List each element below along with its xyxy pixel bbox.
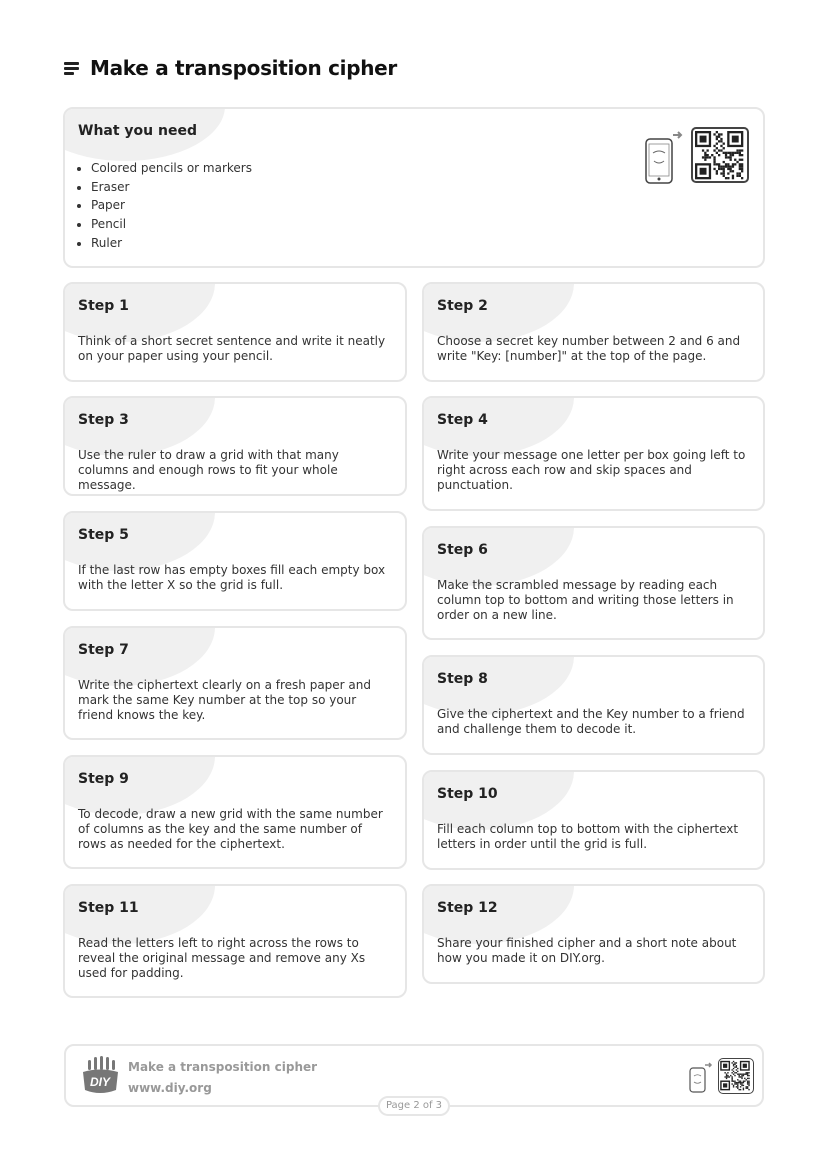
step-label: Step 2 [437, 298, 488, 314]
step-label: Step 12 [437, 900, 498, 916]
step-card [63, 755, 407, 869]
step-text: Share your finished cipher and a short note about how you made it on DIY.org. [437, 936, 737, 965]
list-item: • Colored pencils or markers [91, 159, 763, 178]
list-item: • Eraser [91, 178, 763, 197]
step-text: Write your message one letter per box going left to right across each row and skip spaces and punctuation. [437, 448, 746, 492]
step-card [422, 526, 765, 640]
step-label: Step 9 [78, 771, 129, 787]
qr-code-icon [691, 127, 749, 183]
what-you-need-heading: What you need [78, 123, 197, 139]
menu-icon [64, 61, 80, 75]
footer-url[interactable]: www.diy.org [128, 1081, 212, 1095]
step-label: Step 7 [78, 642, 129, 658]
step-label: Step 4 [437, 412, 488, 428]
step-text: Write the ciphertext clearly on a fresh paper and mark the same Key number at the top so your friend knows the key. [78, 678, 371, 722]
step-text: Choose a secret key number between 2 and 6 and write "Key: [number]" at the top of the page. [437, 334, 741, 363]
page-header [64, 52, 397, 84]
step-card [422, 655, 765, 755]
step-text: If the last row has empty boxes fill each empty box with the letter X so the grid is full. [78, 563, 386, 592]
svg-text:DIY: DIY [89, 1075, 111, 1089]
what-you-need-card [63, 107, 765, 268]
step-label: Step 5 [78, 527, 129, 543]
step-text: Make the scrambled message by reading each column top to bottom and writing those letters in order on a new line. [437, 578, 734, 622]
step-card [63, 626, 407, 740]
step-label: Step 8 [437, 671, 488, 687]
step-text: Use the ruler to draw a grid with that many columns and enough rows to fit your whole message. [78, 448, 339, 492]
step-text: Fill each column top to bottom with the ciphertext letters in order until the grid is full. [437, 822, 739, 851]
step-card [422, 884, 765, 984]
list-item: • Paper [91, 196, 763, 215]
step-label: Step 1 [78, 298, 129, 314]
list-item: • Pencil [91, 215, 763, 234]
page-title: Make a transposition cipher [90, 56, 397, 80]
step-label: Step 10 [437, 786, 498, 802]
step-card [63, 511, 407, 611]
step-card [422, 770, 765, 870]
step-label: Step 3 [78, 412, 129, 428]
footer-title: Make a transposition cipher [128, 1060, 318, 1074]
step-card [422, 282, 765, 382]
step-text: Think of a short secret sentence and write it neatly on your paper using your pencil. [78, 334, 386, 363]
diy-logo [80, 1056, 120, 1096]
step-text: Read the letters left to right across the rows to reveal the original message and remove any Xs used for padding. [78, 936, 366, 980]
step-card [63, 396, 407, 496]
step-text: To decode, draw a new grid with the same number of columns as the key and the same number of rows as needed for the ciphertext. [78, 807, 383, 851]
phone-scan-icon [643, 127, 687, 187]
qr-code-icon [718, 1058, 754, 1094]
step-card [63, 282, 407, 382]
step-label: Step 11 [78, 900, 139, 916]
step-text: Give the ciphertext and the Key number to a friend and challenge them to decode it. [437, 707, 745, 736]
step-label: Step 6 [437, 542, 488, 558]
page-number: Page 2 of 3 [378, 1096, 450, 1116]
phone-scan-icon [688, 1060, 714, 1094]
step-card [63, 884, 407, 998]
list-item: • Ruler [91, 234, 763, 253]
step-card [422, 396, 765, 511]
